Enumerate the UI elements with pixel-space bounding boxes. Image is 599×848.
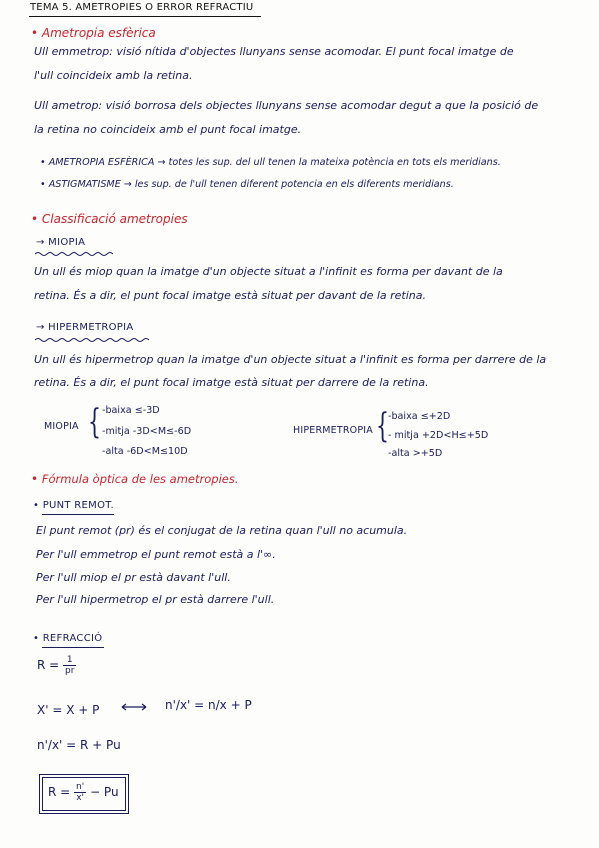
double-arrow-svg: [120, 701, 148, 713]
heading-text: Classificació ametropies: [41, 212, 188, 226]
formula-refraction-eye: n'/x' = R + Pu: [37, 738, 121, 752]
formula-gauss: n'/x' = n/x + P: [165, 698, 252, 712]
label-punt-remot: [33, 500, 114, 511]
bullet-icon: •: [31, 212, 42, 226]
text-emmetrop: Ull emmetrop: visió nítida d'objectes llunyans sense acomodar. El punt focal imatge de: [34, 45, 514, 58]
label-refraccio: [33, 633, 102, 644]
hiper-grade-baixa: -baixa ≤+2D: [388, 411, 451, 422]
formula-final-rhs: − Pu: [90, 785, 119, 799]
label-miopia: → MIOPIA: [36, 237, 86, 248]
miopia-grade-baixa: -baixa ≤-3D: [102, 405, 160, 416]
fraction-denominator: pr: [65, 666, 75, 676]
heading-classificacio: [31, 212, 188, 226]
text-miopia: Un ull és miop quan la imatge d'un objecte situat a l'infinit es forma per davant de la: [34, 265, 503, 278]
heading-text: Ametropia esfèrica: [41, 26, 156, 40]
fraction-numerator: n': [76, 782, 85, 792]
fraction-denominator: x': [76, 793, 85, 803]
text-esferica: [40, 157, 501, 168]
astigmatisme-text: ASTIGMATISME → les sup. de l'ull tenen diferent potencia en els diferents meridians.: [48, 179, 454, 190]
formula-final-lhs: R =: [48, 785, 71, 799]
text-ametrop-2: la retina no coincideix amb el punt focal imatge.: [34, 123, 302, 136]
brace-icon: {: [88, 402, 101, 442]
text-punt-1: El punt remot (pr) és el conjugat de la retina quan l'ull no acumula.: [36, 524, 408, 537]
miopia-grades-label: MIOPIA: [44, 421, 79, 432]
bullet-icon: •: [40, 179, 49, 190]
miopia-grade-alta: -alta -6D<M≤10D: [102, 446, 188, 457]
miopia-grade-mitja: -mitja -3D<M≤-6D: [102, 426, 192, 437]
text-punt-2: Per l'ull emmetrop el punt remot està a l'∞.: [36, 548, 276, 561]
hiper-grade-alta: -alta >+5D: [388, 448, 443, 459]
refraccio-label-text: REFRACCIÓ: [42, 633, 103, 644]
bullet-icon: •: [31, 26, 42, 40]
heading-text: Fórmula òptica de les ametropies.: [41, 472, 239, 486]
page-title: TEMA 5. AMETROPIES O ERROR REFRACTIU: [30, 2, 254, 13]
text-astigmatisme: [40, 179, 454, 190]
bullet-icon: •: [33, 633, 43, 644]
heading-ametropia: [31, 26, 156, 40]
bullet-icon: •: [31, 472, 42, 486]
punt-label-text: PUNT REMOT.: [42, 500, 114, 511]
underline: [42, 647, 104, 648]
text-hipermetropia: Un ull és hipermetrop quan la imatge d'un objecte situat a l'infinit es forma per darrere de la: [34, 353, 547, 366]
formula-vergence: X' = X + P: [37, 703, 100, 717]
esferica-text: AMETROPIA ESFÈRICA → totes les sup. del ull tenen la mateixa potència en tots els meridians.: [48, 157, 501, 168]
text-punt-3: Per l'ull miop el pr està davant l'ull.: [36, 571, 231, 584]
bullet-icon: •: [33, 500, 43, 511]
heading-formula: [31, 472, 239, 486]
text-miopia-2: retina. És a dir, el punt focal imatge està situat per davant de la retina.: [34, 289, 426, 302]
fraction-numerator: 1: [63, 655, 76, 666]
fraction: [63, 655, 76, 676]
wavy-underline: [35, 251, 113, 257]
wavy-underline: [35, 337, 149, 343]
hiper-grades-label: HIPERMETROPIA: [293, 425, 373, 436]
title-underline: [29, 16, 261, 17]
formula-final: [48, 782, 119, 803]
text-hipermetropia-2: retina. És a dir, el punt focal imatge està situat per darrere de la retina.: [34, 376, 429, 389]
brace-icon: {: [376, 406, 389, 446]
text-punt-4: Per l'ull hipermetrop el pr està darrere l'ull.: [36, 593, 275, 606]
hiper-grade-mitja: - mitja +2D<H≤+5D: [388, 430, 489, 441]
formula-r-lhs: R =: [37, 658, 60, 672]
double-arrow-icon: [120, 701, 148, 716]
text-emmetrop-2: l'ull coincideix amb la retina.: [34, 69, 193, 82]
fraction: [74, 782, 86, 803]
text-ametrop: Ull ametrop: visió borrosa dels objectes llunyans sense acomodar degut a que la posició de: [34, 99, 539, 112]
label-hipermetropia: → HIPERMETROPIA: [36, 322, 134, 333]
formula-r: [37, 655, 76, 676]
underline: [42, 514, 114, 515]
bullet-icon: •: [40, 157, 49, 168]
